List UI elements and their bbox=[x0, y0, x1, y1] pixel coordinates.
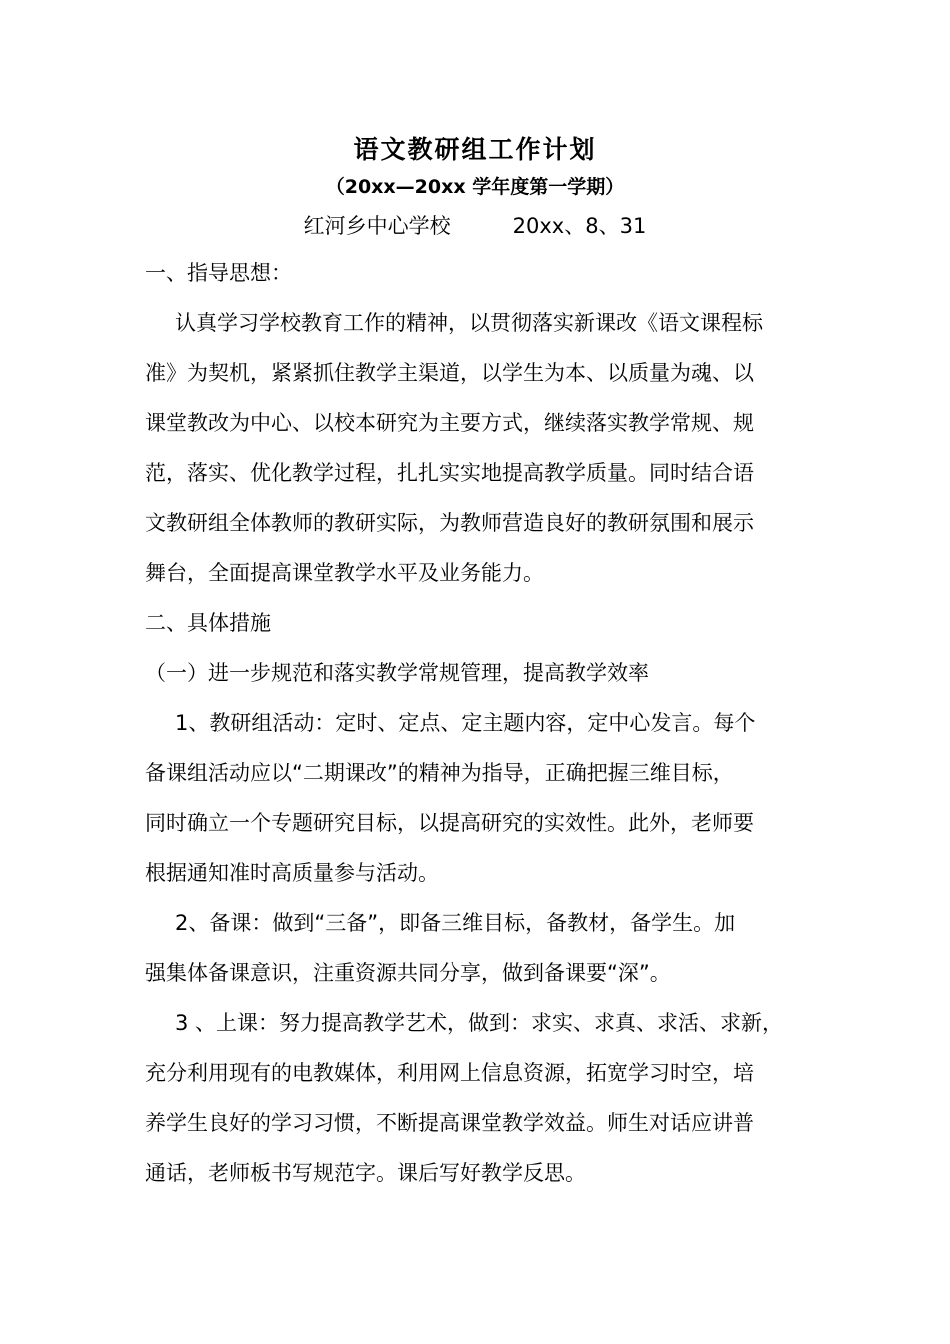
document-title: 语文教研组工作计划 bbox=[353, 135, 597, 164]
guiding-line: 舞台，全面提高课堂教学水平及业务能力。 bbox=[145, 561, 544, 585]
item2-line: 强集体备课意识，注重资源共同分享，做到备课要“深”。 bbox=[145, 961, 671, 985]
item1-line: 1、教研组活动：定时、定点、定主题内容，定中心发言。每个 bbox=[175, 711, 756, 735]
item1-line: 根据通知准时高质量参与活动。 bbox=[145, 861, 439, 885]
item3-line: 3 、上课：努力提高教学艺术，做到：求实、求真、求活、求新， bbox=[175, 1011, 784, 1035]
item3-line: 通话，老师板书写规范字。课后写好教学反思。 bbox=[145, 1161, 586, 1185]
guiding-line: 准》为契机，紧紧抓住教学主渠道，以学生为本、以质量为魂、以 bbox=[145, 361, 754, 385]
document-date: 20xx、8、31 bbox=[512, 214, 647, 238]
body-text bbox=[145, 248, 815, 1198]
section-heading-measures: 二、具体措施 bbox=[145, 611, 271, 635]
guiding-line: 认真学习学校教育工作的精神，以贯彻落实新课改《语文课程标 bbox=[175, 311, 763, 335]
school-name: 红河乡中心学校 bbox=[303, 214, 451, 238]
subsection-heading: （一）进一步规范和落实教学常规管理，提高教学效率 bbox=[145, 661, 649, 685]
guiding-line: 课堂教改为中心、以校本研究为主要方式，继续落实教学常规、规 bbox=[145, 411, 754, 435]
section-heading-guiding: 一、指导思想： bbox=[145, 261, 292, 285]
guiding-line: 文教研组全体教师的教研实际，为教师营造良好的教研氛围和展示 bbox=[145, 511, 754, 535]
item1-line: 同时确立一个专题研究目标，以提高研究的实效性。此外，老师要 bbox=[145, 811, 754, 835]
document-subtitle: （20xx—20xx 学年度第一学期） bbox=[325, 176, 625, 198]
item2-line: 2、备课：做到“三备”，即备三维目标，备教材，备学生。加 bbox=[175, 911, 736, 935]
item3-line: 养学生良好的学习习惯，不断提高课堂教学效益。师生对话应讲普 bbox=[145, 1111, 754, 1135]
item3-line: 充分利用现有的电教媒体，利用网上信息资源，拓宽学习时空，培 bbox=[145, 1061, 754, 1085]
school-date-line bbox=[0, 210, 950, 242]
item1-line: 备课组活动应以“二期课改”的精神为指导，正确把握三维目标， bbox=[145, 761, 734, 785]
guiding-line: 范，落实、优化教学过程，扎扎实实地提高教学质量。同时结合语 bbox=[145, 461, 754, 485]
